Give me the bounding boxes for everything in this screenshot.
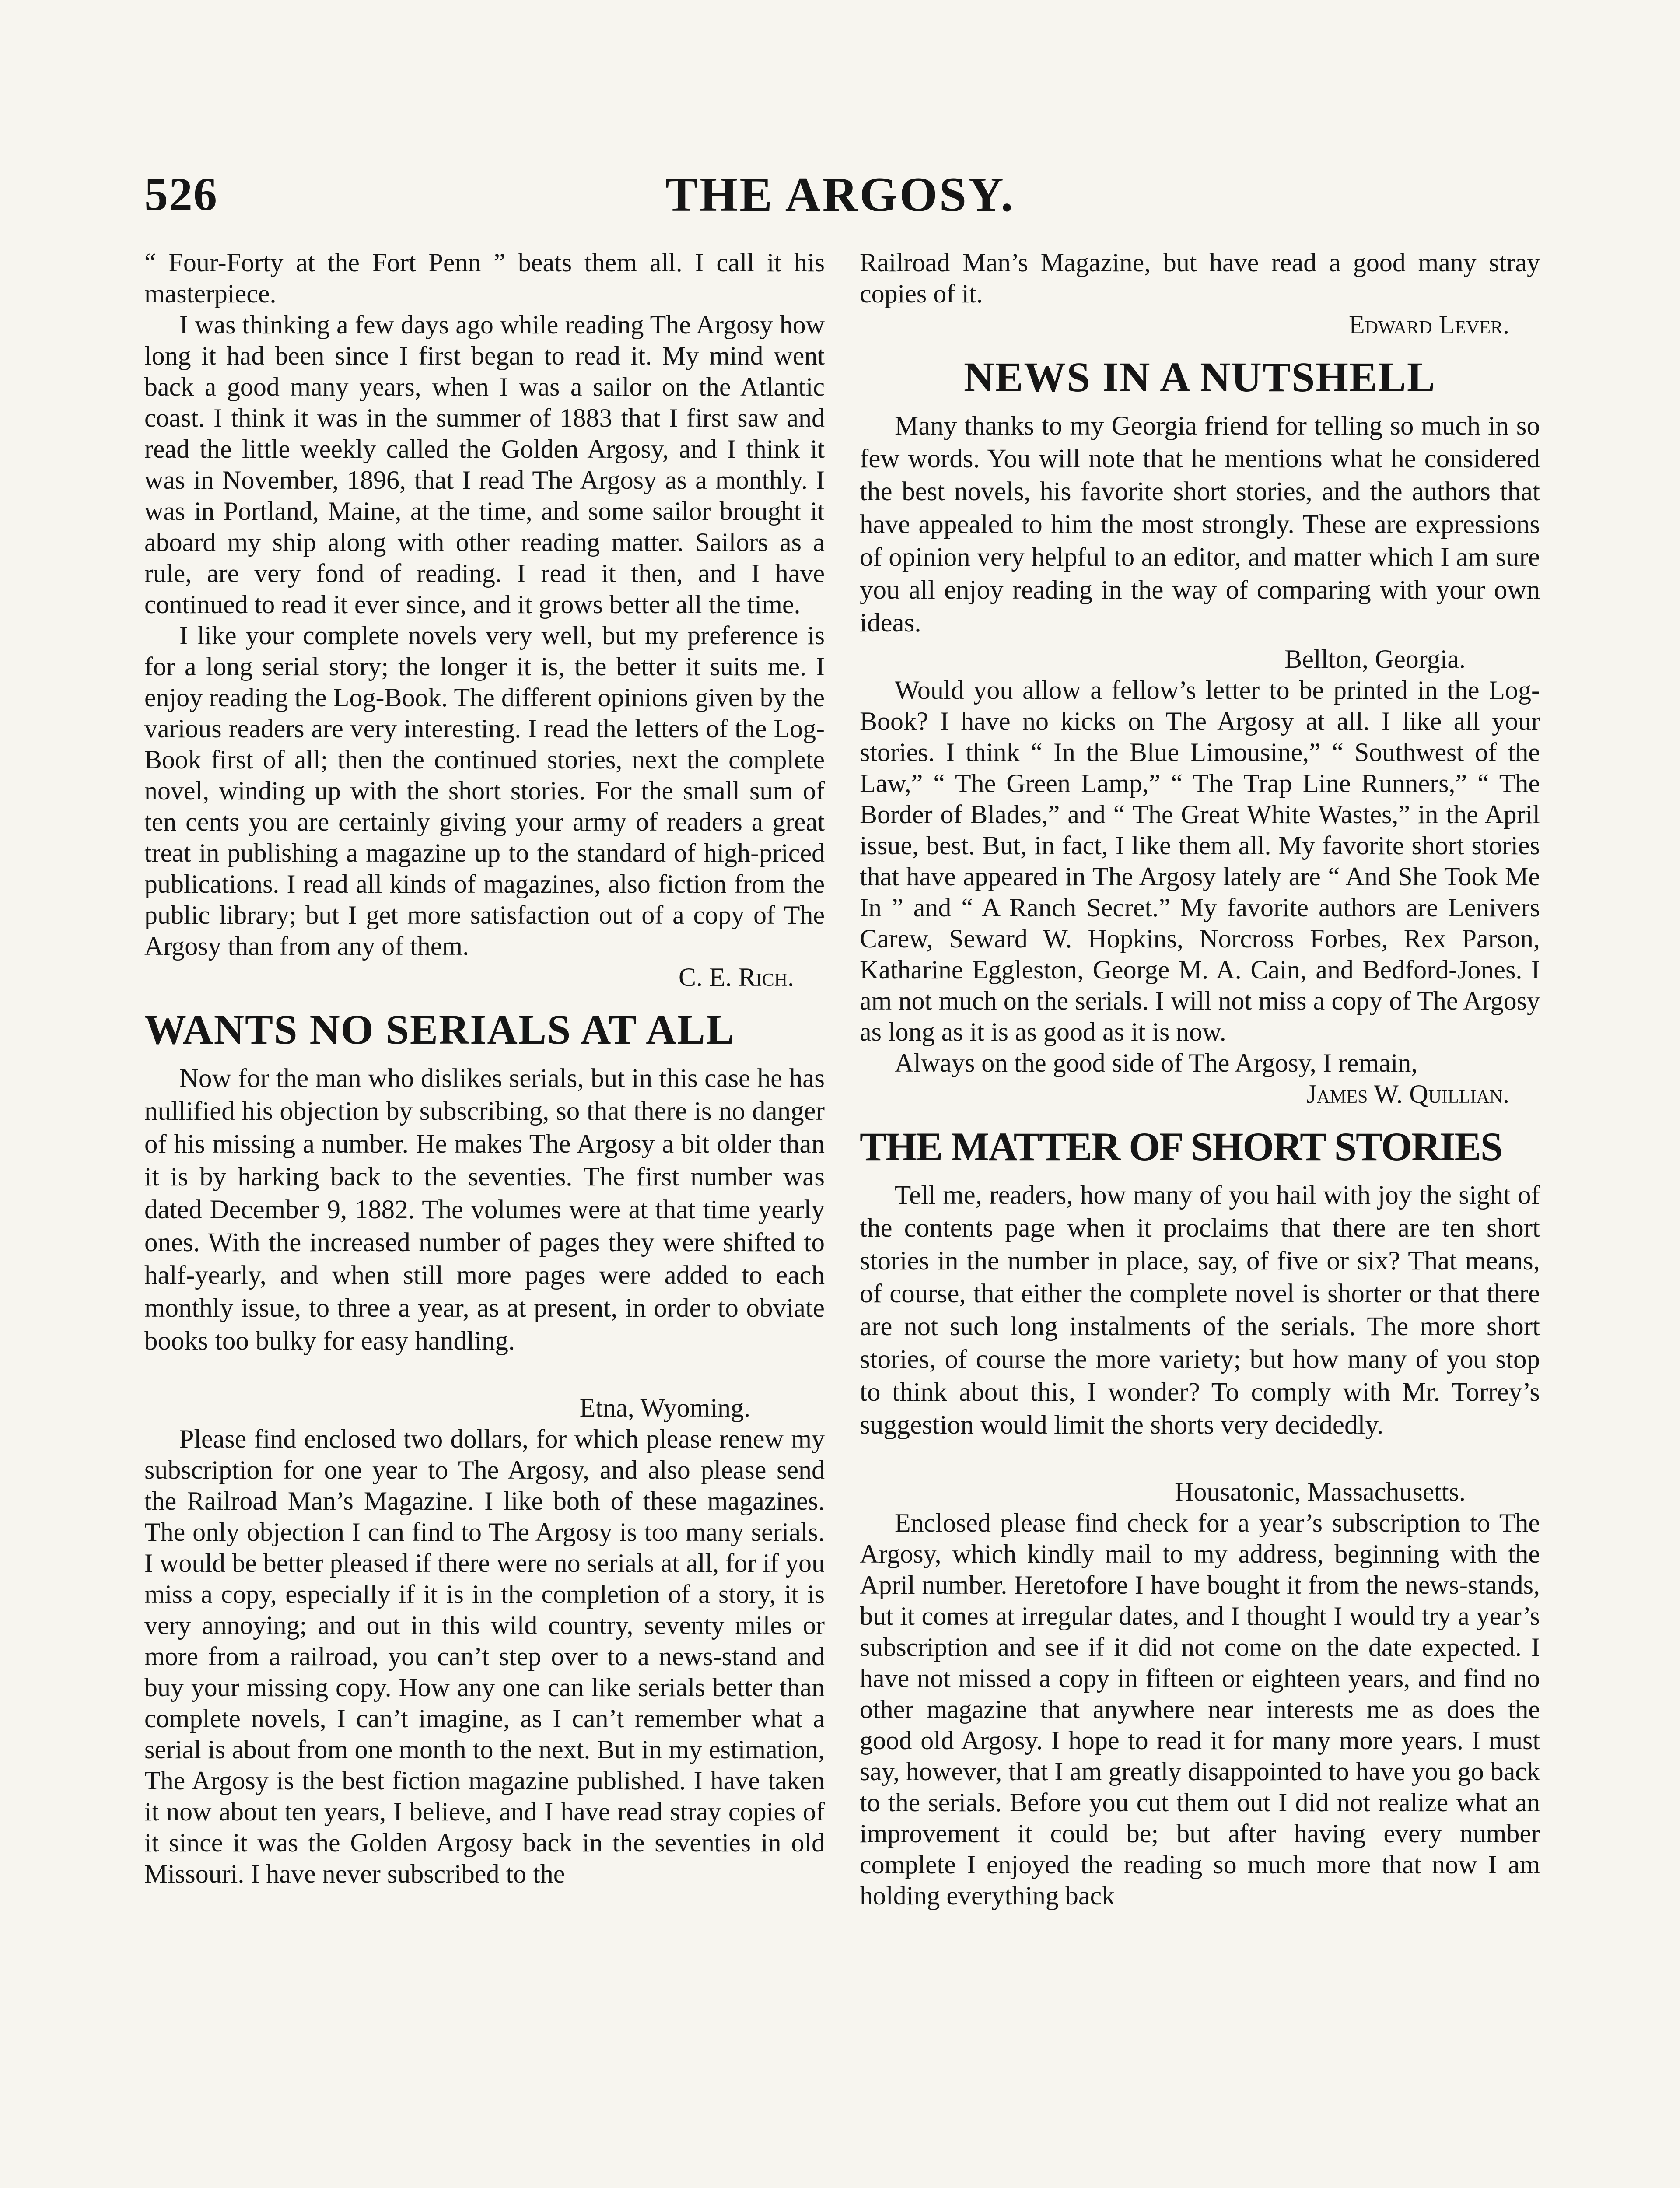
letter-continuation: Railroad Man’s Magazine, but have read a good many stray copies of it. [860, 248, 1540, 308]
letter-dateline: Housatonic, Massachusetts. [1175, 1477, 1466, 1506]
letter-paragraph: Would you allow a fellow’s letter to be printed in the Log-Book? I have no kicks on The Argosy at all. I like all your stories. I think “ In the Blue Limousine,” “ Southwest of the Law,” “ The Green Lamp,” “ The Trap Line Runners,” “ The Border of Blades,” and “ The Great White Wastes,” in the April issue, best. But, in fact, I like them all. My favorite short stories that have appeared in The Argosy lately are “ And She Took Me In ” and “ A Ranch Secret.” My favorite authors are Lenivers Carew, Seward W. Hopkins, Norcross Forbes, Rex Parson, Katharine Eggleston, George M. A. Cain, and Bedford-Jones. I am not much on the serials. I will not miss a copy of The Argosy as long as it is as good as it is now. [860, 676, 1540, 1046]
intro-paragraph: Tell me, readers, how many of you hail with joy the sight of the contents page when it proclaims that there are ten short stories in the number in place, say, of five or six? That means, of course, that either the complete novel is shorter or that there are not such long instalments of the serials. The more short stories, of course the more variety; but how many of you stop to think about this, I wonder? To comply with Mr. Torrey’s suggestion would limit the shorts very decidedly. [860, 1181, 1540, 1440]
letter-dateline: Bellton, Georgia. [1284, 645, 1466, 673]
intro-paragraph: Many thanks to my Georgia friend for telling so much in so few words. You will note that he mentions what he considered the best novels, his favorite short stories, and the authors that have appealed to him the most strongly. These are expressions of opinion very helpful to an editor, and matter which I am sure you all enjoy reading in the way of comparing with your own ideas. [860, 411, 1540, 638]
section-heading: NEWS IN A NUTSHELL [963, 354, 1436, 400]
letter-signature: James W. Quillian. [1306, 1080, 1509, 1108]
section-heading: THE MATTER OF SHORT STORIES [860, 1124, 1502, 1169]
right-column [860, 247, 1540, 1911]
page-header [0, 162, 1680, 228]
letter-paragraph: Please find enclosed two dollars, for which please renew my subscription for one year to The Argosy, and also please send the Railroad Man’s Magazine. I like both of these magazines. The only objection I can find to The Argosy is too many serials. I would be better pleased if there were no serials at all, for if you miss a copy, especially if it is in the completion of a story, it is very annoying; and out in this wild country, seventy miles or more from a railroad, you can’t step over to a news-stand and buy your missing copy. How any one can like serials better than complete novels, I can’t imagine, as I can’t remember what a serial is about from one month to the next. But in my estimation, The Argosy is the best fiction magazine published. I have taken it now about ten years, I believe, and I have read stray copies of it since it was the Golden Argosy back in the seventies in old Missouri. I have never subscribed to the [144, 1424, 825, 1888]
letter-paragraph: I was thinking a few days ago while reading The Argosy how long it had been since I first began to read it. My mind went back a good many years, when I was a sailor on the Atlantic coast. I think it was in the summer of 1883 that I first saw and read the little weekly called the Golden Argosy, and I think it was in November, 1896, that I read The Argosy as a monthly. I was in Portland, Maine, at the time, and some sailor brought it aboard my ship along with other reading matter. Sailors as a rule, are very fond of reading. I read it then, and I have continued to read it ever since, and it grows better all the time. [144, 310, 825, 619]
running-head: THE ARGOSY. [665, 168, 1015, 222]
letter-continuation: “ Four-Forty at the Fort Penn ” beats them all. I call it his masterpiece. [144, 248, 825, 308]
letter-signature: Edward Lever. [1349, 310, 1509, 339]
letter-signature: C. E. Rich. [678, 963, 794, 992]
editor-intro [144, 1062, 825, 1357]
editor-intro [860, 1179, 1540, 1441]
left-column [144, 247, 825, 1890]
page-number: 526 [144, 168, 218, 221]
intro-paragraph: Now for the man who dislikes serials, but in this case he has nullified his objection by subscribing, so that there is no danger of his missing a number. He makes The Argosy a bit older than it is by harking back to the seventies. The first number was dated December 9, 1882. The volumes were at that time yearly ones. With the increased number of pages they were shifted to half-yearly, and when still more pages were added to each monthly issue, to three a year, as at present, in order to obviate books too bulky for easy handling. [144, 1064, 825, 1356]
letter-paragraph: Enclosed please find check for a year’s subscription to The Argosy, which kindly mail to my address, beginning with the April number. Heretofore I have bought it from the news-stands, but it comes at irregular dates, and I thought I would try a year’s subscription and see if it did not come on the date expected. I have not missed a copy in fifteen or eighteen years, and find no other magazine that anywhere near interests me as does the good old Argosy. I hope to read it for many more years. I must say, however, that I am greatly disappointed to have you go back to the serials. Before you cut them out I did not realize what an improvement it could be; but after having every number complete I enjoyed the reading so much more that now I am holding everything back [860, 1508, 1540, 1910]
letter-paragraph: Always on the good side of The Argosy, I remain, [895, 1048, 1418, 1077]
letter-paragraph: I like your complete novels very well, but my preference is for a long serial story; the longer it is, the better it suits me. I enjoy reading the Log-Book. The different opinions given by the various readers are very interesting. I read the letters of the Log-Book first of all; then the continued stories, next the complete novel, winding up with the short stories. For the small sum of ten cents you are certainly giving your army of readers a great treat in publishing a magazine up to the standard of high-priced publications. I read all kinds of magazines, also fiction from the public library; but I get more satisfaction out of a copy of The Argosy than from any of them. [144, 621, 825, 961]
section-heading: WANTS NO SERIALS AT ALL [144, 1006, 735, 1053]
letter-dateline: Etna, Wyoming. [579, 1393, 750, 1422]
editor-intro [860, 410, 1540, 639]
